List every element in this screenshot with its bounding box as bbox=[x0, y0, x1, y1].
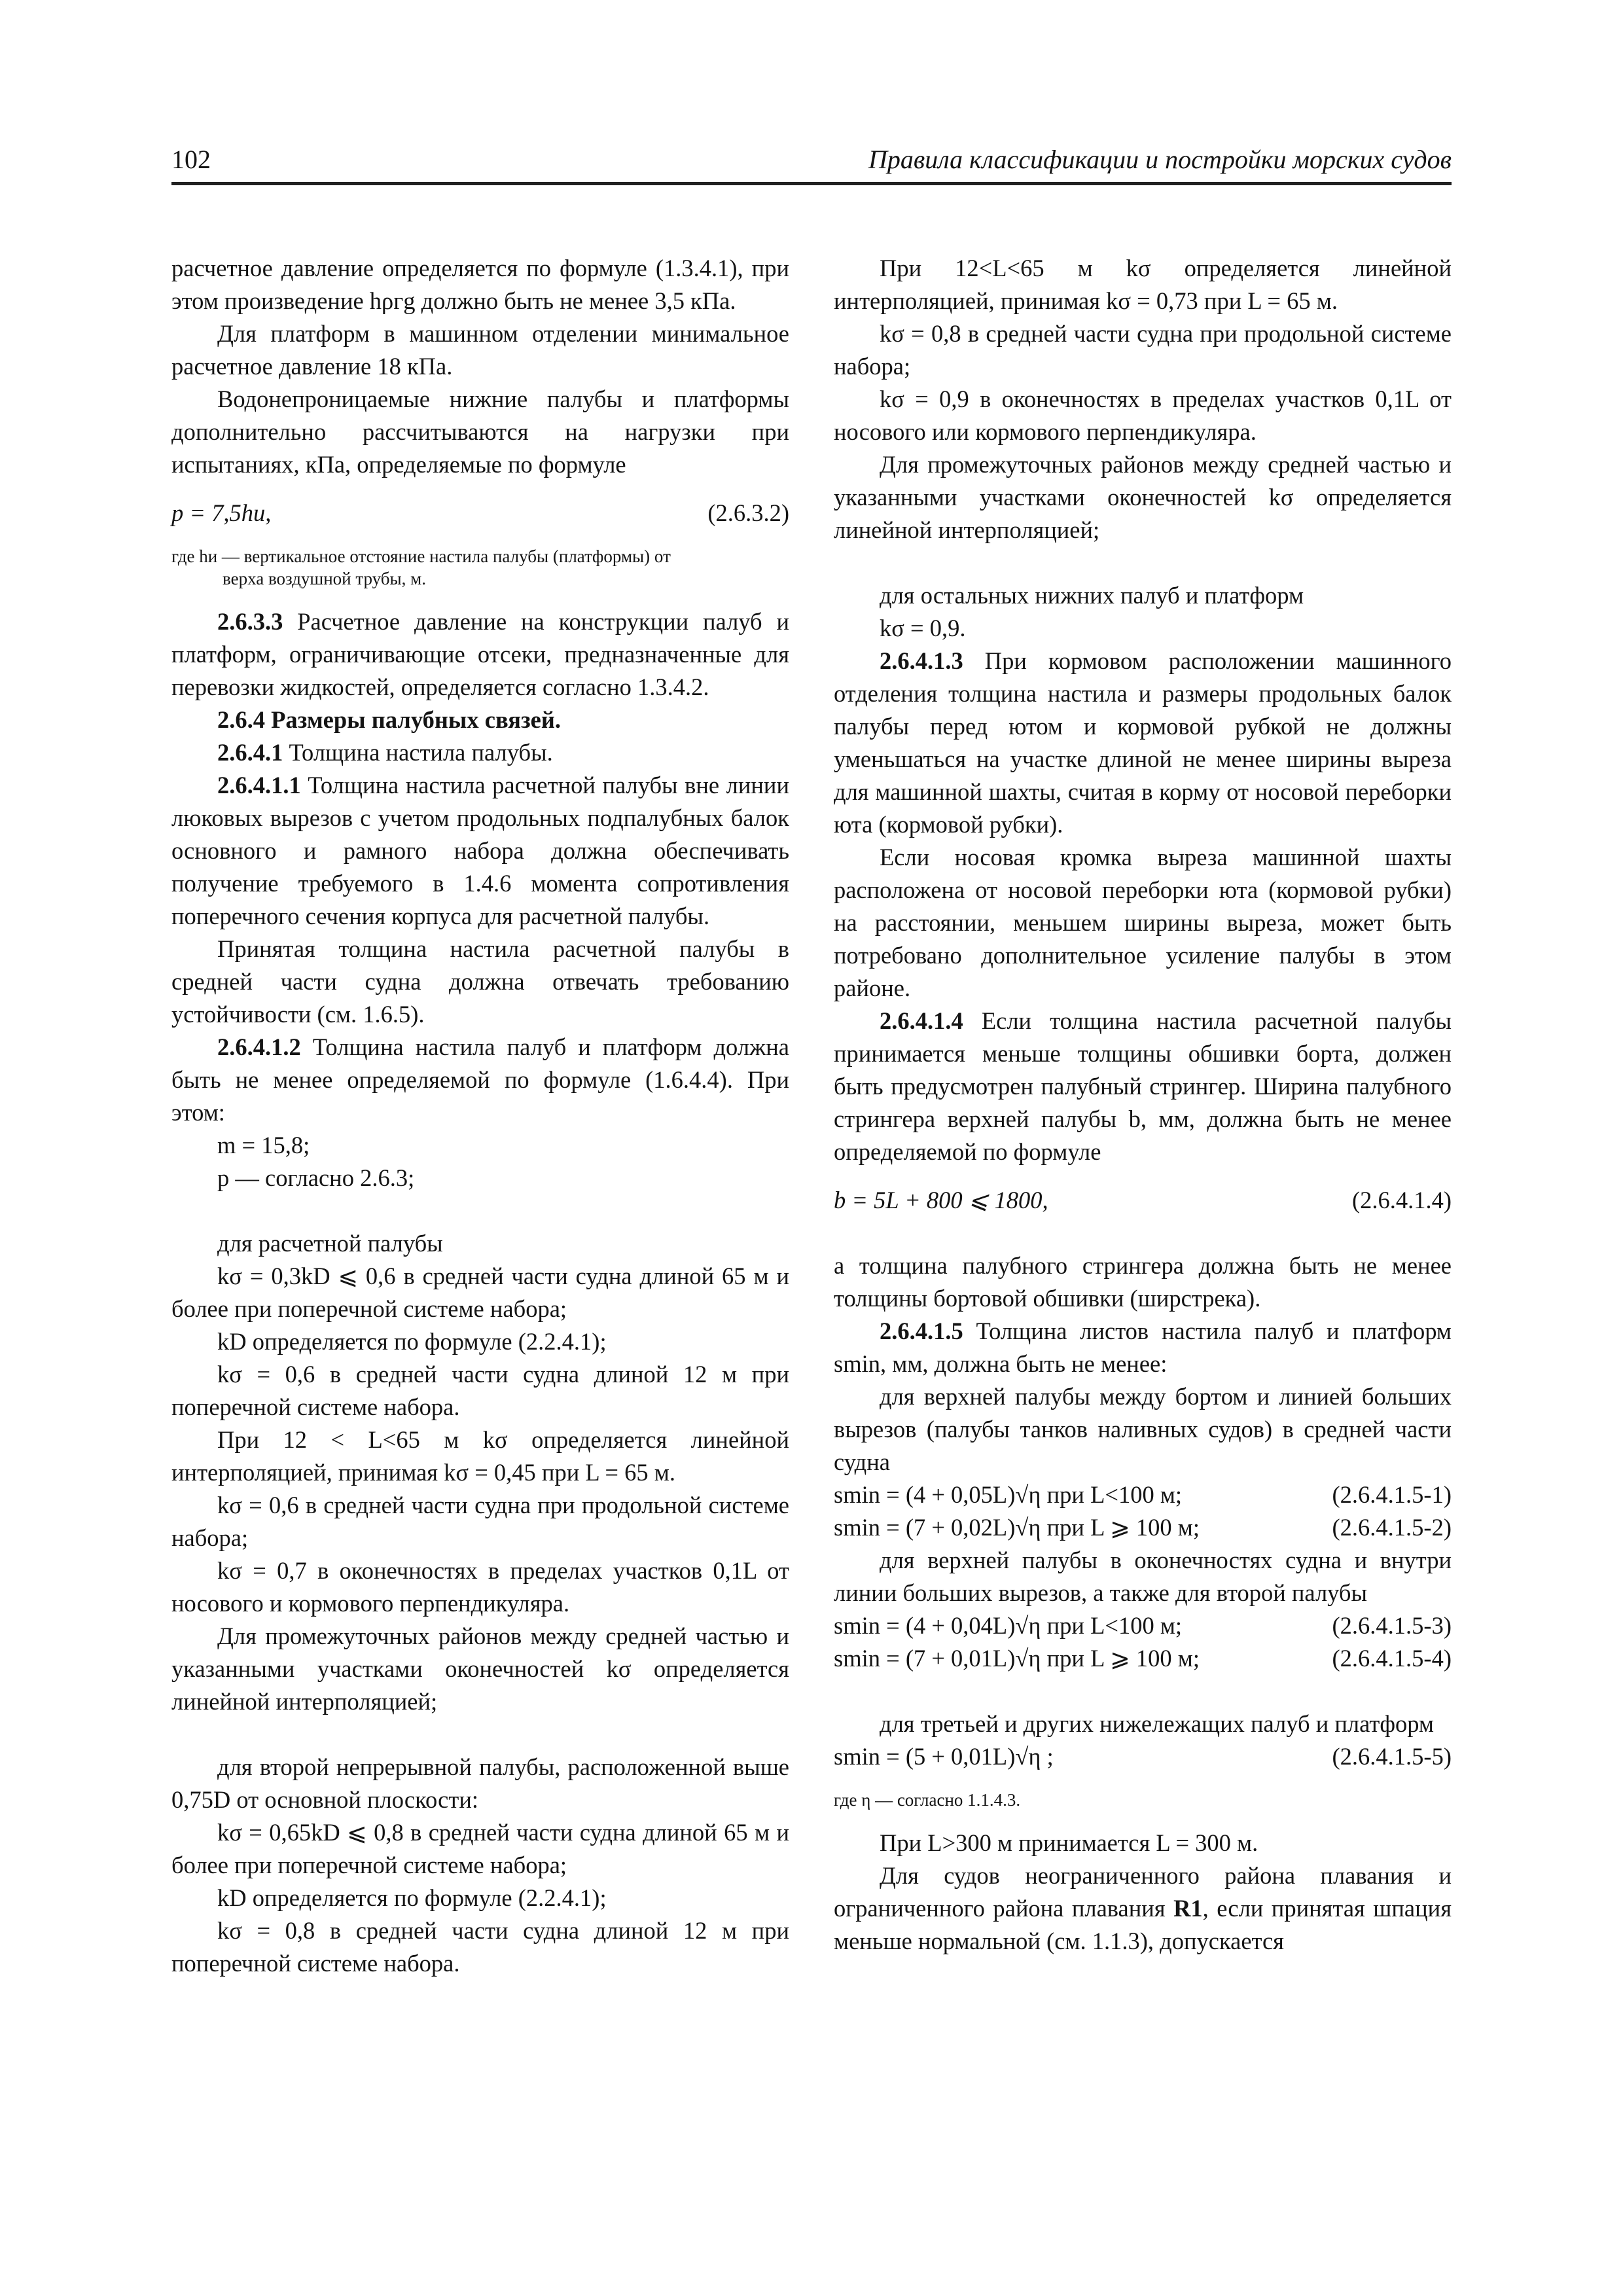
section-2-6-4-1-5: 2.6.4.1.5 Толщина листов настила палуб и платформ smin, мм, должна быть не менее: bbox=[834, 1318, 1452, 1377]
paragraph: Для платформ в машинном отделении минимальное расчетное давление 18 кПа. bbox=[171, 320, 789, 380]
formula-line: m = 15,8; bbox=[217, 1132, 310, 1158]
note-line: верха воздушной трубы, м. bbox=[223, 569, 427, 588]
formula-2-6-4-1-5-4 bbox=[834, 1642, 1452, 1675]
paragraph: Для промежуточных районов между средней частью и указанными участками оконечностей kσ определяется линейной интерполяцией; bbox=[834, 451, 1452, 543]
formula-number: (2.6.4.1.5-3) bbox=[1332, 1612, 1452, 1639]
paragraph: kσ = 0,9 в оконечностях в пределах участков 0,1L от носового или кормового перпендикуляра. bbox=[834, 386, 1452, 445]
formula-2-6-4-1-5-3 bbox=[834, 1609, 1452, 1642]
paragraph: для верхней палубы между бортом и линией больших вырезов (палубы танков наливных судов) в средней части судна bbox=[834, 1383, 1452, 1475]
note-line: где hи — вертикальное отстояние настила палубы (платформы) от bbox=[171, 547, 671, 566]
running-title: Правила классификации и постройки морских судов bbox=[868, 145, 1452, 174]
paragraph: а толщина палубного стрингера должна быть не менее толщины бортовой обшивки (ширстрека). bbox=[834, 1252, 1452, 1312]
paragraph: для расчетной палубы bbox=[217, 1230, 443, 1257]
formula-expression: smin = (4 + 0,05L)√η при L<100 м; bbox=[834, 1481, 1183, 1508]
formula-note bbox=[171, 545, 789, 590]
formula-2-6-4-1-4 bbox=[834, 1184, 1452, 1217]
formula-2-6-4-1-5-2 bbox=[834, 1511, 1452, 1544]
left-column bbox=[171, 252, 789, 1980]
formula-expression: smin = (7 + 0,01L)√η при L ⩾ 100 м; bbox=[834, 1645, 1200, 1672]
formula-expression: smin = (4 + 0,04L)√η при L<100 м; bbox=[834, 1612, 1183, 1639]
paragraph: При 12<L<65 м kσ определяется линейной интерполяцией, принимая kσ = 0,73 при L = 65 м. bbox=[834, 255, 1452, 314]
formula-2-6-4-1-5-5 bbox=[834, 1740, 1452, 1773]
section-2-6-4-1: 2.6.4.1 Толщина настила палубы. bbox=[217, 739, 553, 766]
formula-number: (2.6.3.2) bbox=[707, 499, 789, 526]
paragraph: Если носовая кромка выреза машинной шахты расположена от носовой переборки юта (кормовой рубки) на расстоянии, меньшем ширины выреза, может быть потребовано дополнительное усиление палубы в этом районе. bbox=[834, 844, 1452, 1001]
paragraph: для остальных нижних палуб и платформ bbox=[880, 582, 1304, 609]
formula-expression: smin = (7 + 0,02L)√η при L ⩾ 100 м; bbox=[834, 1514, 1200, 1541]
formula-expression: p = 7,5hи, bbox=[171, 499, 272, 526]
paragraph: Водонепроницаемые нижние палубы и платформы дополнительно рассчитываются на нагрузки при испытаниях, кПа, определяемые по формуле bbox=[171, 386, 789, 478]
paragraph: kσ = 0,6 в средней части судна длиной 12 м при поперечной системе набора. bbox=[171, 1361, 789, 1420]
formula-line: p — согласно 2.6.3; bbox=[217, 1164, 415, 1191]
formula-2-6-4-1-5-1 bbox=[834, 1479, 1452, 1511]
formula-number: (2.6.4.1.5-4) bbox=[1332, 1645, 1452, 1672]
paragraph: kσ = 0,3kD ⩽ 0,6 в средней части судна длиной 65 м и более при поперечной системе набора; bbox=[171, 1263, 789, 1322]
paragraph: Для промежуточных районов между средней частью и указанными участками оконечностей kσ определяется линейной интерполяцией; bbox=[171, 1623, 789, 1715]
formula-2-6-3-2 bbox=[171, 497, 789, 529]
section-2-6-4-1-1: 2.6.4.1.1 Толщина настила расчетной палубы вне линии люковых вырезов с учетом продольных подпалубных балок основного и рамного набора должна обеспечивать получение требуемого в 1.4.6 момента сопротивления поперечного сечения корпуса для расчетной палубы. bbox=[171, 772, 789, 929]
formula-number: (2.6.4.1.5-5) bbox=[1332, 1743, 1452, 1770]
right-column bbox=[834, 252, 1452, 1958]
formula-number: (2.6.4.1.4) bbox=[1351, 1187, 1452, 1213]
formula-note: где η — согласно 1.1.4.3. bbox=[834, 1790, 1021, 1810]
section-2-6-4-1-2: 2.6.4.1.2 Толщина настила палуб и платформ должна быть не менее определяемой по формуле (1.6.4.4). При этом: bbox=[171, 1033, 789, 1126]
paragraph: kσ = 0,6 в средней части судна при продольной системе набора; bbox=[171, 1492, 789, 1551]
paragraph: kσ = 0,8 в средней части судна при продольной системе набора; bbox=[834, 320, 1452, 380]
page-number: 102 bbox=[171, 145, 211, 174]
paragraph: Для судов неограниченного района плавания и ограниченного района плавания R1, если принятая шпация меньше нормальной (см. 1.1.3), допускается bbox=[834, 1862, 1452, 1954]
paragraph: для верхней палубы в оконечностях судна и внутри линии больших вырезов, а также для второй палубы bbox=[834, 1547, 1452, 1606]
paragraph: kσ = 0,9. bbox=[880, 615, 966, 641]
paragraph: Принятая толщина настила расчетной палубы в средней части судна должна отвечать требованию устойчивости (см. 1.6.5). bbox=[171, 935, 789, 1028]
paragraph: При 12 < L<65 м kσ определяется линейной интерполяцией, принимая kσ = 0,45 при L = 65 м. bbox=[171, 1426, 789, 1486]
formula-expression: b = 5L + 800 ⩽ 1800, bbox=[834, 1187, 1048, 1213]
formula-number: (2.6.4.1.5-2) bbox=[1332, 1514, 1452, 1541]
paragraph: При L>300 м принимается L = 300 м. bbox=[880, 1829, 1258, 1856]
paragraph: kD определяется по формуле (2.2.4.1); bbox=[217, 1328, 607, 1355]
section-2-6-4-1-4: 2.6.4.1.4 Если толщина настила расчетной палубы принимается меньше толщины обшивки борта, должен быть предусмотрен палубный стрингер. Ширина палубного стрингера верхней палубы b, мм, должна быть не менее определяемой по формуле bbox=[834, 1007, 1452, 1165]
section-2-6-4-1-3: 2.6.4.1.3 При кормовом расположении машинного отделения толщина настила и размеры продольных балок палубы перед ютом и кормовой рубкой не должны уменьшаться на участке длиной не менее ширины выреза для машинной шахты, считая в корму от носовой переборки юта (кормовой рубки). bbox=[834, 647, 1452, 838]
paragraph: kσ = 0,7 в оконечностях в пределах участков 0,1L от носового и кормового перпендикуляра. bbox=[171, 1557, 789, 1617]
formula-number: (2.6.4.1.5-1) bbox=[1332, 1481, 1452, 1508]
formula-expression: smin = (5 + 0,01L)√η ; bbox=[834, 1743, 1054, 1770]
paragraph: расчетное давление определяется по формуле (1.3.4.1), при этом произведение hρгg должно быть не менее 3,5 кПа. bbox=[171, 255, 789, 314]
page-header bbox=[171, 143, 1452, 185]
section-2-6-3-3: 2.6.3.3 Расчетное давление на конструкции палуб и платформ, ограничивающие отсеки, предназначенные для перевозки жидкостей, определяется согласно 1.3.4.2. bbox=[171, 608, 789, 700]
paragraph: kD определяется по формуле (2.2.4.1); bbox=[217, 1884, 607, 1911]
paragraph: для третьей и других нижележащих палуб и платформ bbox=[880, 1710, 1435, 1737]
paragraph: kσ = 0,8 в средней части судна длиной 12 м при поперечной системе набора. bbox=[171, 1917, 789, 1977]
paragraph: kσ = 0,65kD ⩽ 0,8 в средней части судна длиной 65 м и более при поперечной системе набора; bbox=[171, 1819, 789, 1878]
section-heading-2-6-4: 2.6.4 Размеры палубных связей. bbox=[217, 706, 562, 733]
paragraph: для второй непрерывной палубы, расположенной выше 0,75D от основной плоскости: bbox=[171, 1753, 789, 1813]
